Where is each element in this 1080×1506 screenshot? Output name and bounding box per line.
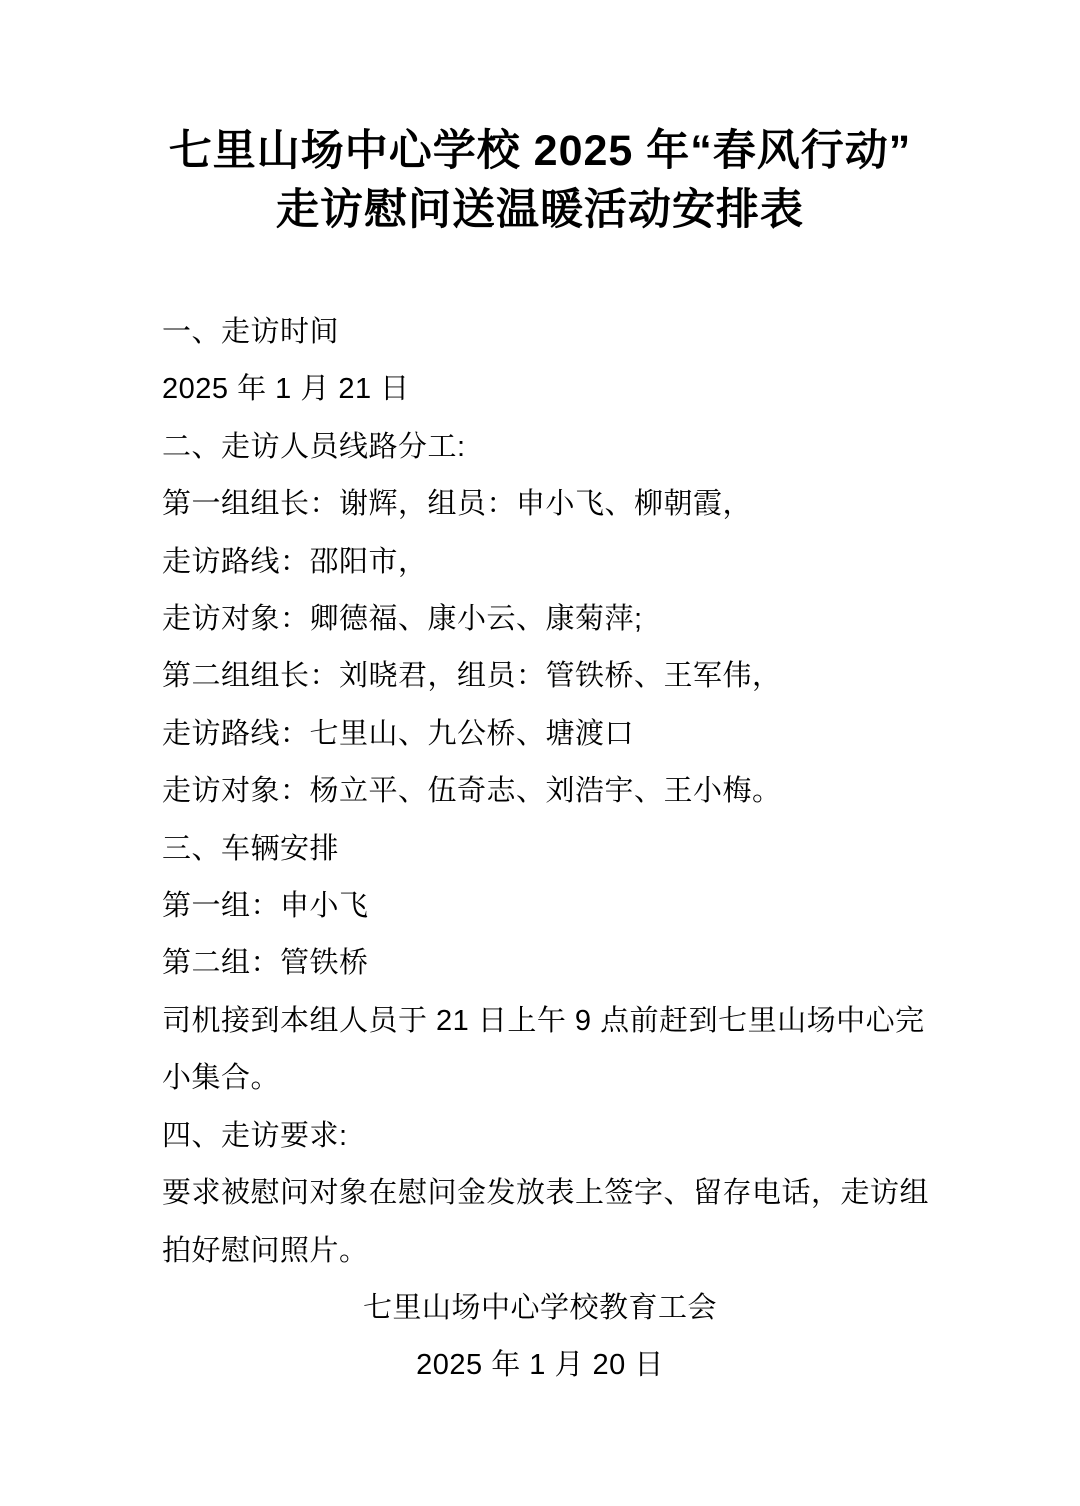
driver-instruction-line-2: 小集合。 — [162, 1062, 281, 1095]
group-2-route: 走访路线：七里山、九公桥、塘渡口 — [162, 717, 635, 750]
group-1-members: 第一组组长：谢辉，组员：申小飞、柳朝霞， — [162, 488, 753, 521]
section-3-heading: 三、车辆安排 — [162, 832, 340, 865]
group-1-route: 走访路线：邵阳市， — [162, 545, 428, 578]
document-title — [0, 0, 1080, 240]
document-footer — [0, 1280, 1080, 1395]
section-1-heading: 一、走访时间 — [162, 316, 340, 348]
vehicle-group-2: 第二组：管铁桥 — [162, 947, 369, 980]
section-4-heading: 四、走访要求: — [162, 1119, 348, 1152]
vehicle-group-1: 第一组：申小飞 — [162, 890, 369, 923]
signature-date: 2025 年 1 月 20 日 — [416, 1349, 664, 1382]
visit-date: 2025 年 1 月 21 日 — [162, 373, 410, 406]
group-2-members: 第二组组长：刘晓君，组员：管铁桥、王军伟， — [162, 660, 782, 693]
document-title-line-1: 七里山场中心学校 2025 年“春风行动” — [168, 127, 912, 175]
signature-organization: 七里山场中心学校教育工会 — [362, 1291, 717, 1324]
requirement-line-1: 要求被慰问对象在慰问金发放表上签字、留存电话，走访组 — [162, 1177, 930, 1210]
section-2-heading: 二、走访人员线路分工: — [162, 430, 466, 463]
document-body — [0, 304, 1080, 1280]
driver-instruction-line-1: 司机接到本组人员于 21 日上午 9 点前赶到七里山场中心完 — [162, 1004, 925, 1037]
group-1-targets: 走访对象：卿德福、康小云、康菊萍; — [162, 603, 643, 636]
document-title-line-2: 走访慰问送温暖活动安排表 — [276, 186, 804, 234]
requirement-line-2: 拍好慰问照片。 — [162, 1234, 369, 1267]
group-2-targets: 走访对象：杨立平、伍奇志、刘浩宇、王小梅。 — [162, 775, 782, 808]
